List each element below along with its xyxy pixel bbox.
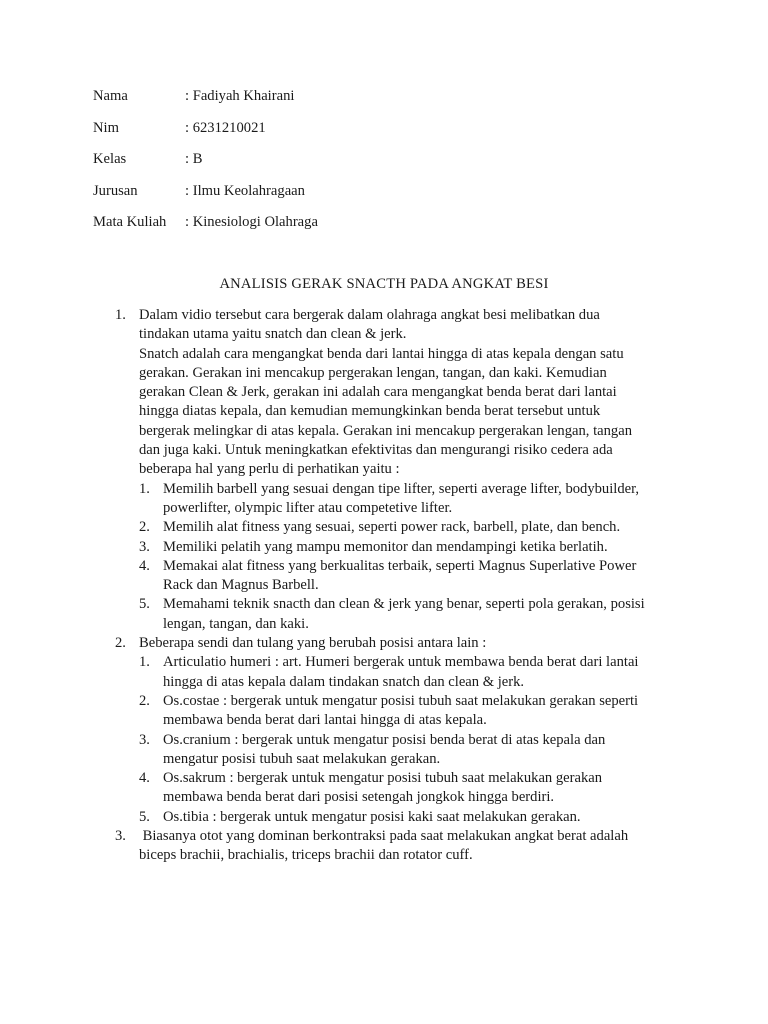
paragraph-line: Memilih alat fitness yang sesuai, seperti power rack, barbell, plate, dan bench. xyxy=(163,519,621,536)
info-value: : Fadiyah Khairani xyxy=(185,88,295,104)
sub-list-number: 3. xyxy=(139,538,150,555)
paragraph-line: powerlifter, olympic lifter atau competetive lifter. xyxy=(163,499,453,516)
info-label: Kelas xyxy=(93,151,127,167)
sub-list-number: 1. xyxy=(139,654,150,671)
document-body xyxy=(115,306,685,866)
list-number: 1. xyxy=(115,307,126,323)
sub-list-number: 5. xyxy=(139,808,150,825)
sub-list-number: 2. xyxy=(139,519,150,536)
info-label: Nama xyxy=(93,88,128,104)
info-value: : B xyxy=(185,151,203,167)
paragraph-line: gerakan. Gerakan ini mencakup pergerakan lengan, tangan, dan kaki. Kemudian xyxy=(139,364,607,381)
sub-list-number: 5. xyxy=(139,596,150,613)
sub-list-item xyxy=(115,808,685,827)
paragraph-line: Memiliki pelatih yang mampu memonitor dan mendampingi ketika berlatih. xyxy=(163,538,608,555)
paragraph-line: Dalam vidio tersebut cara bergerak dalam olahraga angkat besi melibatkan dua xyxy=(139,307,600,323)
list-number: 3. xyxy=(115,828,126,845)
paragraph-line: membawa benda berat dari lantai hingga di atas kepala. xyxy=(163,712,487,729)
info-row-nim xyxy=(93,119,318,151)
paragraph-line: bergerak melingkar di atas kepala. Gerakan ini mencakup pergerakan lengan, tangan xyxy=(139,422,633,439)
info-value: : Ilmu Keolahragaan xyxy=(185,182,305,199)
paragraph-line: Beberapa sendi dan tulang yang berubah posisi antara lain : xyxy=(139,635,487,652)
info-row-kelas xyxy=(93,150,318,182)
sub-list-item xyxy=(115,731,685,770)
info-row-nama xyxy=(93,87,318,119)
paragraph-line: Memakai alat fitness yang berkualitas terbaik, seperti Magnus Superlative Power xyxy=(163,557,637,574)
sub-list-number: 1. xyxy=(139,480,150,497)
sub-list-item xyxy=(115,595,685,634)
paragraph-line: Os.cranium : bergerak untuk mengatur posisi benda berat di atas kepala dan xyxy=(163,731,606,748)
sub-list-number: 4. xyxy=(139,557,150,574)
paragraph-line: lengan, tangan, dan kaki. xyxy=(163,615,309,632)
paragraph-line: Os.sakrum : bergerak untuk mengatur posisi tubuh saat melakukan gerakan xyxy=(163,770,603,787)
list-item xyxy=(115,827,685,866)
paragraph-line: hingga diatas kepala, dan kemudian memungkinkan benda berat tersebut untuk xyxy=(139,403,601,420)
sub-list-item xyxy=(115,480,685,519)
paragraph-line: Snatch adalah cara mengangkat benda dari lantai hingga di atas kepala dengan satu xyxy=(139,345,624,362)
paragraph-line: gerakan Clean & Jerk, gerakan ini adalah cara mengangkat benda berat dari lantai xyxy=(139,384,617,401)
paragraph-line: Os.tibia : bergerak untuk mengatur posisi kaki saat melakukan gerakan. xyxy=(163,808,581,825)
info-label: Nim xyxy=(93,119,119,136)
sub-list-item xyxy=(115,653,685,692)
info-value: : 6231210021 xyxy=(185,119,266,136)
paragraph-line: Biasanya otot yang dominan berkontraksi pada saat melakukan angkat berat adalah xyxy=(139,828,629,845)
info-value: : Kinesiologi Olahraga xyxy=(185,214,318,230)
student-info xyxy=(93,87,318,245)
paragraph-line: Os.costae : bergerak untuk mengatur posisi tubuh saat melakukan gerakan seperti xyxy=(163,692,639,709)
list-item xyxy=(115,634,685,653)
paragraph-line: Memilih barbell yang sesuai dengan tipe lifter, seperti average lifter, bodybuilder, xyxy=(163,480,640,497)
sub-list-number: 3. xyxy=(139,731,150,748)
paragraph-line: dan juga kaki. Untuk meningkatkan efektivitas dan mengurangi risiko cedera ada xyxy=(139,442,613,459)
paragraph-line: Memahami teknik snacth dan clean & jerk yang benar, seperti pola gerakan, posisi xyxy=(163,596,645,613)
sub-list-item xyxy=(115,692,685,731)
info-row-mata-kuliah xyxy=(93,213,318,245)
paragraph-line: hingga di atas kepala dalam tindakan snatch dan clean & jerk. xyxy=(163,673,525,690)
sub-list-item xyxy=(115,538,685,557)
paragraph-line: mengatur posisi tubuh saat melakukan gerakan. xyxy=(163,750,441,767)
paragraph-line: tindakan utama yaitu snatch dan clean & jerk. xyxy=(139,326,407,343)
paragraph-line: Rack dan Magnus Barbell. xyxy=(163,577,319,594)
sub-list-item xyxy=(115,769,685,808)
list-number: 2. xyxy=(115,635,126,652)
paragraph-line: Articulatio humeri : art. Humeri bergerak untuk membawa benda berat dari lantai xyxy=(163,654,639,671)
list-item xyxy=(115,306,685,480)
info-label: Mata Kuliah xyxy=(93,214,167,230)
info-row-jurusan xyxy=(93,182,318,214)
paragraph-line: membawa benda berat dari posisi setengah jongkok hingga berdiri. xyxy=(163,789,555,806)
paragraph-line: beberapa hal yang perlu di perhatikan yaitu : xyxy=(139,461,400,478)
sub-list-item xyxy=(115,557,685,596)
sub-list-number: 2. xyxy=(139,692,150,709)
info-label: Jurusan xyxy=(93,182,138,199)
sub-list-item xyxy=(115,518,685,537)
document-title: ANALISIS GERAK SNACTH PADA ANGKAT BESI xyxy=(219,276,549,292)
sub-list-number: 4. xyxy=(139,770,150,787)
paragraph-line: biceps brachii, brachialis, triceps brachii dan rotator cuff. xyxy=(139,847,473,864)
